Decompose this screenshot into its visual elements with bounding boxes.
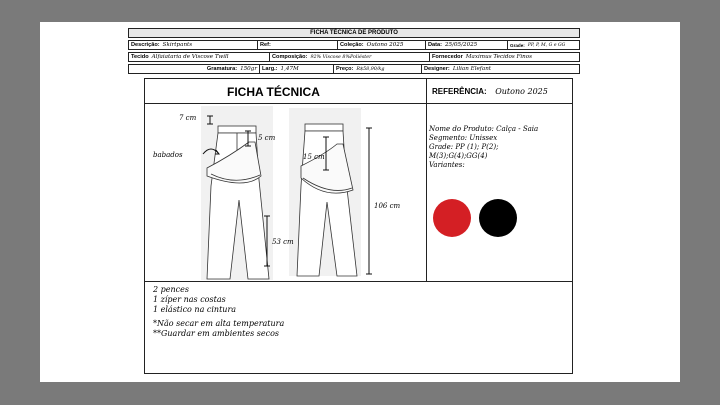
- product-grade: Grade: PP (1); P(2);: [429, 143, 499, 151]
- spec-sheet-page: [40, 22, 680, 382]
- header-title: FICHA TÉCNICA DE PRODUTO: [128, 28, 580, 38]
- product-info: [429, 125, 538, 170]
- product-grade-cont: M(3);G(4);GG(4): [429, 152, 488, 160]
- field-data: Data: 25/05/2025: [425, 41, 507, 49]
- sheet-title: FICHA TÉCNICA: [227, 85, 320, 99]
- field-descricao: Descrição: Skirtpants: [131, 42, 193, 48]
- product-name: Nome do Produto: Calça - Saia: [429, 125, 539, 133]
- color-swatch-red: [433, 199, 471, 237]
- spec-main-box: [144, 78, 573, 374]
- field-ref: Ref:: [257, 41, 337, 49]
- note-item: 2 pences: [153, 285, 189, 294]
- divider: [145, 281, 572, 282]
- product-variants-label: Variantes:: [429, 161, 465, 169]
- note-item: 1 zíper nas costas: [153, 295, 226, 304]
- field-designer: Designer: Lilian Elefant: [421, 65, 579, 73]
- field-preco: Preço: R$58,90/kg: [333, 65, 421, 73]
- care-item: *Não secar em alta temperatura: [153, 319, 285, 328]
- label-babados: babados: [153, 151, 183, 159]
- reference-label: REFERÊNCIA:: [432, 87, 487, 96]
- field-grade: Grade: PP, P, M, G e GG: [507, 41, 579, 49]
- measure-hip: 15 cm: [303, 153, 325, 161]
- field-gramatura: Gramatura: 150gr: [206, 66, 257, 72]
- color-swatch-black: [479, 199, 517, 237]
- field-colecao: Coleção: Outono 2025: [337, 41, 425, 49]
- note-item: 1 elástico na cintura: [153, 305, 237, 314]
- notes: [153, 285, 284, 339]
- product-segment: Segmento: Unissex: [429, 134, 498, 142]
- measure-waistband: 7 cm: [179, 114, 197, 122]
- reference-value: Outono 2025: [495, 87, 548, 96]
- header-row-1: [128, 40, 580, 50]
- care-item: **Guardar em ambientes secos: [153, 329, 280, 338]
- field-composicao: Composição: 92% Viscose 8%Poliéster: [269, 53, 429, 61]
- field-largura: Larg.: 1,47M: [259, 65, 333, 73]
- reference: [432, 87, 548, 96]
- field-tecido: Tecido Alfaiataria de Viscose Twill: [131, 54, 229, 60]
- field-fornecedor: Fornecedor Maximus Tecidos Finos: [429, 53, 579, 61]
- measure-leg: 53 cm: [272, 238, 294, 246]
- divider: [426, 79, 427, 281]
- measure-top: 5 cm: [258, 134, 276, 142]
- measure-length: 106 cm: [374, 202, 401, 210]
- technical-drawing: [145, 104, 426, 281]
- header-row-2: [128, 52, 580, 62]
- header-row-3: [128, 64, 580, 74]
